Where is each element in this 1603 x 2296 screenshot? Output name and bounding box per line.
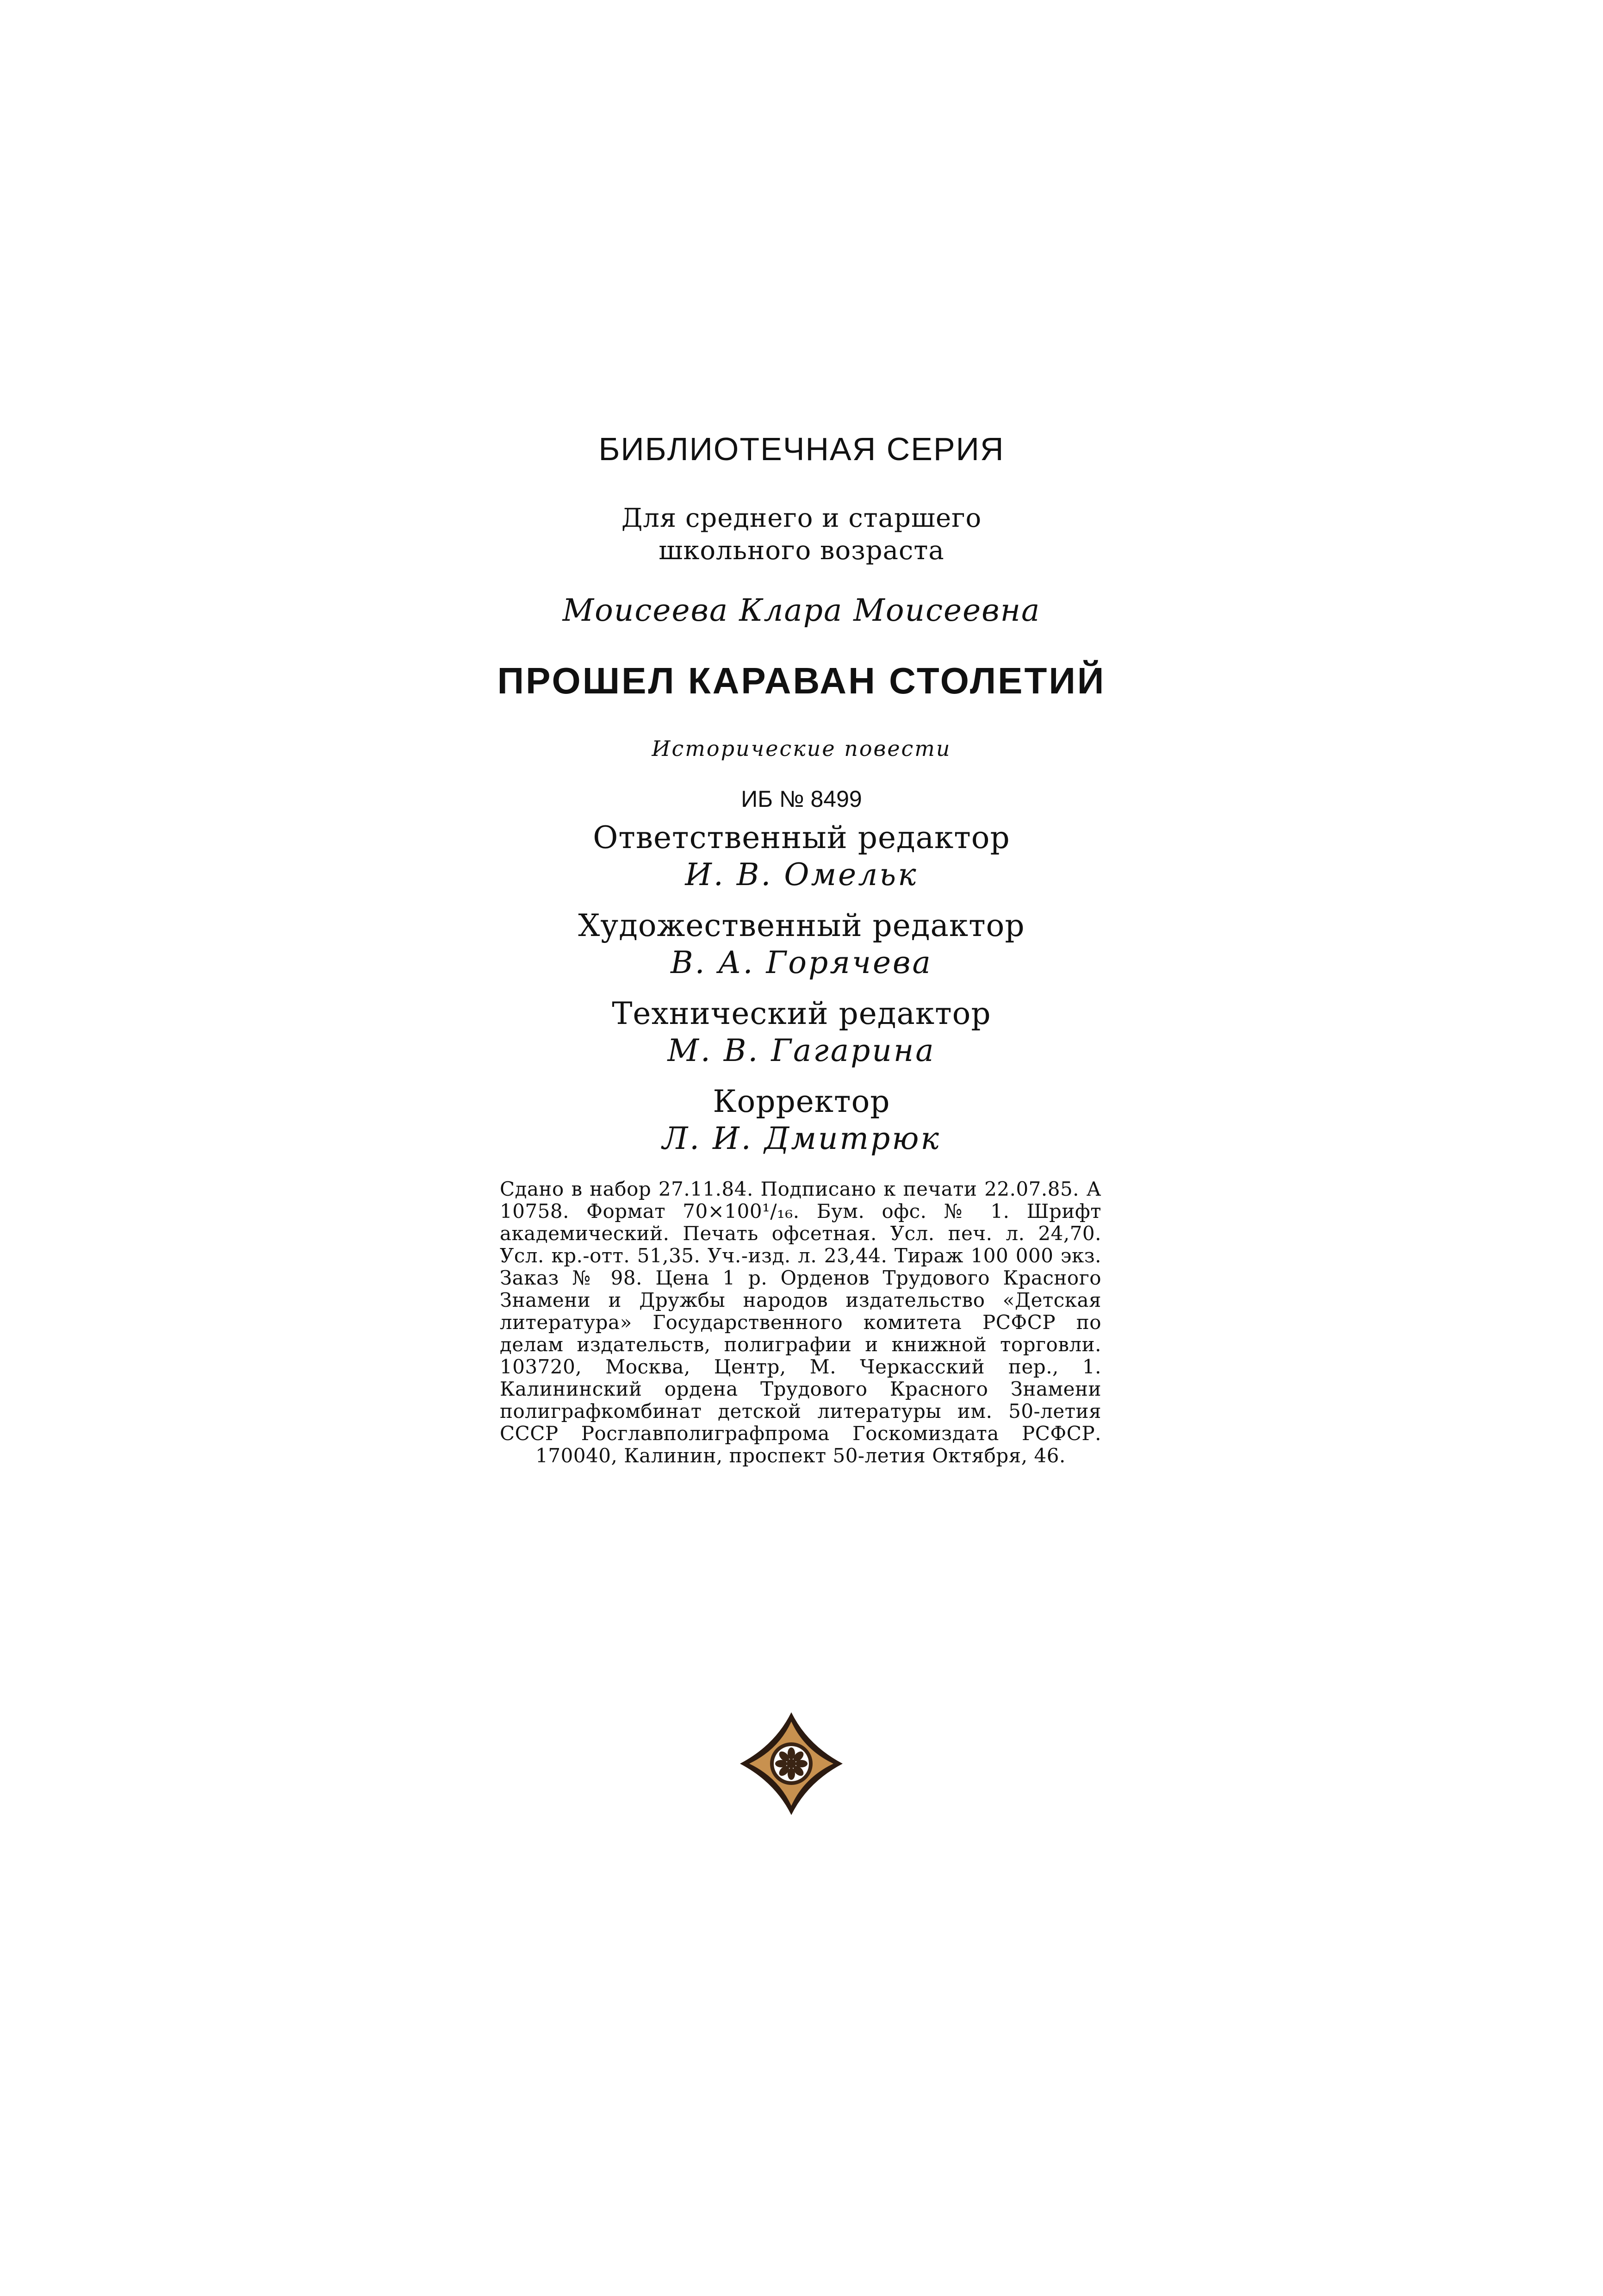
credit-responsible-editor <box>0 819 1603 893</box>
audience-line-2: школьного возраста <box>659 536 944 566</box>
imprint-text: Сдано в набор 27.11.84. Подписано к печати 22.07.85. А 10758. Формат 70×100¹/₁₆. Бум. офс. № 1. Шрифт академический. Печать офсетная. Усл. печ. л. 24,70. Усл. кр.-отт. 51,35. Уч.-изд. л. 23,44. Тираж 100 000 экз. Заказ № 98. Цена 1 р. Орденов Трудового Красного Знамени и Дружбы народов издательство «Детская литература» Государственного комитета РСФСР по делам издательств, полиграфии и книжной торговли. 103720, Москва, Центр, М. Черкасский пер., 1. Калининский ордена Трудового Красного Знамени полиграфкомбинат детской литературы им. 50-летия СССР Росглавполиграфпрома Госкомиздата РСФСР. 170040, Калинин, проспект 50-летия Октября, 46. <box>500 1178 1101 1467</box>
credit-person: Л. И. Дмитрюк <box>662 1121 941 1156</box>
credit-role: Корректор <box>713 1084 890 1119</box>
ib-number: ИБ № 8499 <box>741 786 862 812</box>
book-title: ПРОШЕЛ КАРАВАН СТОЛЕТИЙ <box>497 660 1106 701</box>
series-name: БИБЛИОТЕЧНАЯ СЕРИЯ <box>598 431 1005 467</box>
audience-note <box>0 502 1603 567</box>
book-subtitle: Исторические повести <box>652 736 951 761</box>
credit-role: Ответственный редактор <box>593 820 1010 855</box>
diamond-rosette-icon <box>738 1710 845 1817</box>
audience-line-1: Для среднего и старшего <box>621 503 982 533</box>
credit-proofreader <box>0 1083 1603 1157</box>
credit-person: В. А. Горячева <box>671 945 932 980</box>
author-name: Моисеева Клара Моисеевна <box>562 593 1041 628</box>
credit-role: Технический редактор <box>612 996 991 1031</box>
credit-person: М. В. Гагарина <box>667 1033 936 1068</box>
credit-person: И. В. Омельк <box>685 857 918 892</box>
credit-art-editor <box>0 907 1603 981</box>
credit-technical-editor <box>0 995 1603 1069</box>
credit-role: Художественный редактор <box>578 908 1025 943</box>
